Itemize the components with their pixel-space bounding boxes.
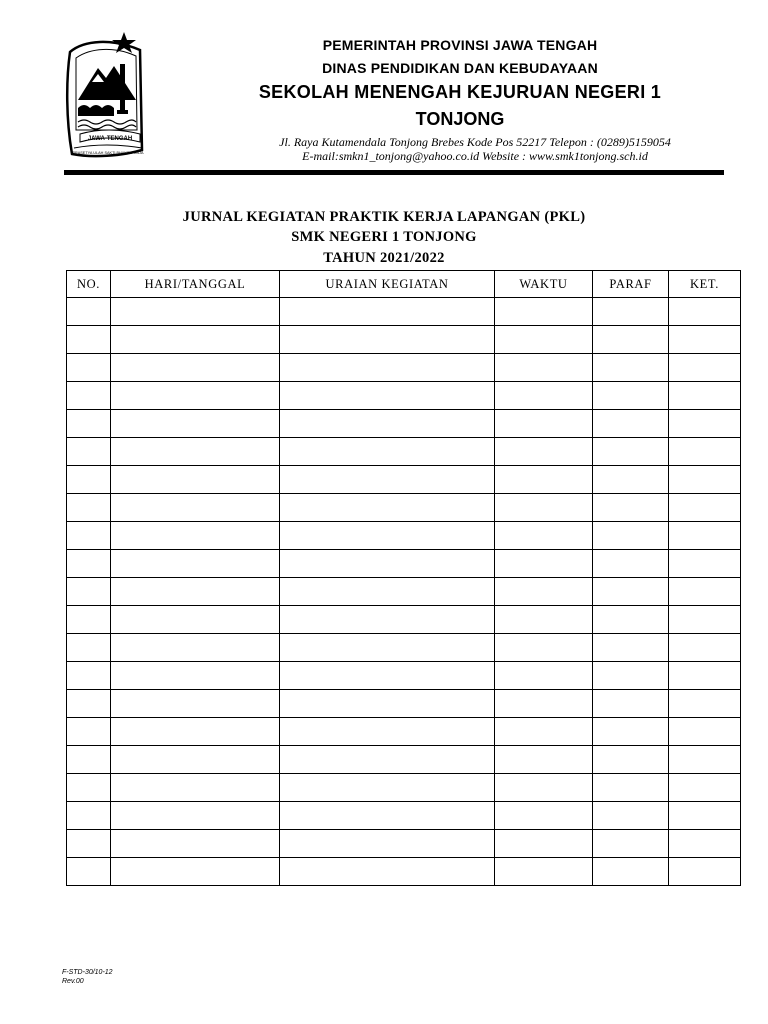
table-cell[interactable] [593, 662, 669, 690]
table-cell[interactable] [593, 410, 669, 438]
table-cell[interactable] [669, 326, 741, 354]
table-cell[interactable] [495, 550, 593, 578]
table-cell[interactable] [495, 410, 593, 438]
table-cell[interactable] [67, 690, 111, 718]
table-cell[interactable] [593, 522, 669, 550]
table-cell[interactable] [495, 326, 593, 354]
form-revision: Rev.00 [62, 978, 84, 985]
table-cell[interactable] [495, 690, 593, 718]
table-row [67, 494, 741, 522]
table-cell[interactable] [111, 382, 280, 410]
table-cell[interactable] [669, 550, 741, 578]
table-cell[interactable] [67, 830, 111, 858]
table-cell[interactable] [280, 774, 495, 802]
table-row [67, 690, 741, 718]
table-cell[interactable] [67, 298, 111, 326]
table-cell[interactable] [67, 326, 111, 354]
table-cell[interactable] [593, 690, 669, 718]
table-cell[interactable] [495, 578, 593, 606]
table-cell[interactable] [495, 438, 593, 466]
table-cell[interactable] [669, 522, 741, 550]
table-cell[interactable] [495, 466, 593, 494]
table-cell[interactable] [669, 802, 741, 830]
column-header-activity: URAIAN KEGIATAN [280, 271, 495, 298]
table-row [67, 466, 741, 494]
table-cell[interactable] [280, 718, 495, 746]
header-divider [64, 170, 724, 175]
table-cell[interactable] [280, 494, 495, 522]
column-header-time: WAKTU [495, 271, 593, 298]
table-cell[interactable] [593, 746, 669, 774]
table-cell[interactable] [67, 802, 111, 830]
table-row [67, 774, 741, 802]
table-row [67, 858, 741, 886]
table-cell[interactable] [280, 438, 495, 466]
table-cell[interactable] [495, 718, 593, 746]
column-header-date: HARI/TANGGAL [111, 271, 280, 298]
table-cell[interactable] [593, 354, 669, 382]
table-cell[interactable] [111, 606, 280, 634]
table-row [67, 522, 741, 550]
table-row [67, 326, 741, 354]
table-cell[interactable] [111, 662, 280, 690]
table-cell[interactable] [67, 634, 111, 662]
table-cell[interactable] [67, 522, 111, 550]
table-cell[interactable] [593, 830, 669, 858]
table-cell[interactable] [593, 774, 669, 802]
table-cell[interactable] [67, 466, 111, 494]
table-cell[interactable] [111, 830, 280, 858]
table-row [67, 550, 741, 578]
journal-table-body [67, 298, 741, 886]
table-cell[interactable] [280, 326, 495, 354]
header-city: TONJONG [415, 109, 505, 129]
table-cell[interactable] [111, 858, 280, 886]
table-cell[interactable] [669, 606, 741, 634]
header-address: Jl. Raya Kutamendala Tonjong Brebes Kode Pos 52217 Telepon : (0289)5159054 [279, 135, 671, 149]
table-row [67, 438, 741, 466]
table-cell[interactable] [111, 494, 280, 522]
table-cell[interactable] [280, 746, 495, 774]
table-cell[interactable] [280, 606, 495, 634]
table-cell[interactable] [495, 522, 593, 550]
table-cell[interactable] [669, 354, 741, 382]
table-cell[interactable] [111, 690, 280, 718]
table-cell[interactable] [111, 746, 280, 774]
table-cell[interactable] [67, 718, 111, 746]
table-cell[interactable] [669, 466, 741, 494]
table-row [67, 606, 741, 634]
table-cell[interactable] [111, 578, 280, 606]
table-cell[interactable] [67, 606, 111, 634]
table-cell[interactable] [67, 438, 111, 466]
table-cell[interactable] [280, 550, 495, 578]
table-cell[interactable] [495, 382, 593, 410]
jawa-tengah-emblem-icon [62, 30, 146, 164]
table-cell[interactable] [111, 326, 280, 354]
table-cell[interactable] [280, 298, 495, 326]
form-code-block [62, 968, 113, 986]
header-department-line: DINAS PENDIDIKAN DAN KEBUDAYAAN [322, 60, 598, 76]
table-cell[interactable] [593, 494, 669, 522]
table-cell[interactable] [111, 354, 280, 382]
table-cell[interactable] [669, 830, 741, 858]
table-cell[interactable] [280, 634, 495, 662]
table-cell[interactable] [593, 802, 669, 830]
table-header-row [67, 271, 741, 298]
table-cell[interactable] [280, 466, 495, 494]
table-row [67, 718, 741, 746]
table-row [67, 830, 741, 858]
table-cell[interactable] [67, 858, 111, 886]
table-cell[interactable] [593, 858, 669, 886]
table-cell[interactable] [67, 774, 111, 802]
table-row [67, 634, 741, 662]
table-cell[interactable] [593, 634, 669, 662]
table-cell[interactable] [280, 802, 495, 830]
table-cell[interactable] [111, 466, 280, 494]
table-cell[interactable] [67, 410, 111, 438]
form-code: F-STD-30/10-12 [62, 969, 113, 976]
column-header-notes: KET. [669, 271, 741, 298]
journal-table [66, 270, 741, 886]
table-cell[interactable] [669, 858, 741, 886]
table-cell[interactable] [111, 522, 280, 550]
table-row [67, 382, 741, 410]
table-row [67, 578, 741, 606]
table-cell[interactable] [111, 802, 280, 830]
table-cell[interactable] [280, 830, 495, 858]
logo-motto-text: PRASETYA ULAH SAKTI BHAKTI PRAJA [72, 151, 144, 155]
table-cell[interactable] [593, 718, 669, 746]
table-cell[interactable] [495, 298, 593, 326]
header-contact: E-mail:smkn1_tonjong@yahoo.co.id Website : www.smk1tonjong.sch.id [302, 149, 648, 163]
table-row [67, 662, 741, 690]
table-cell[interactable] [280, 858, 495, 886]
table-cell[interactable] [495, 746, 593, 774]
table-cell[interactable] [495, 802, 593, 830]
table-cell[interactable] [111, 410, 280, 438]
table-cell[interactable] [495, 606, 593, 634]
column-header-signature: PARAF [593, 271, 669, 298]
table-cell[interactable] [495, 830, 593, 858]
table-cell[interactable] [669, 746, 741, 774]
journal-title: JURNAL KEGIATAN PRAKTIK KERJA LAPANGAN (PKL) [182, 209, 586, 225]
table-cell[interactable] [67, 746, 111, 774]
table-cell[interactable] [495, 494, 593, 522]
table-row [67, 298, 741, 326]
table-cell[interactable] [669, 662, 741, 690]
table-row [67, 354, 741, 382]
table-cell[interactable] [669, 494, 741, 522]
table-cell[interactable] [67, 550, 111, 578]
table-cell[interactable] [280, 690, 495, 718]
logo-banner-text: JAWA-TENGAH [87, 136, 133, 142]
table-cell[interactable] [280, 578, 495, 606]
journal-subtitle-year: TAHUN 2021/2022 [323, 250, 445, 266]
table-cell[interactable] [669, 298, 741, 326]
table-cell[interactable] [669, 410, 741, 438]
table-row [67, 746, 741, 774]
table-cell[interactable] [593, 438, 669, 466]
table-cell[interactable] [280, 354, 495, 382]
table-cell[interactable] [67, 494, 111, 522]
table-cell[interactable] [280, 662, 495, 690]
table-row [67, 410, 741, 438]
table-cell[interactable] [111, 634, 280, 662]
table-cell[interactable] [669, 438, 741, 466]
table-cell[interactable] [111, 550, 280, 578]
table-cell[interactable] [67, 578, 111, 606]
table-cell[interactable] [280, 382, 495, 410]
table-cell[interactable] [669, 382, 741, 410]
table-cell[interactable] [669, 690, 741, 718]
table-cell[interactable] [669, 774, 741, 802]
table-cell[interactable] [111, 438, 280, 466]
table-cell[interactable] [593, 550, 669, 578]
table-cell[interactable] [593, 326, 669, 354]
table-cell[interactable] [669, 578, 741, 606]
table-cell[interactable] [67, 662, 111, 690]
table-cell[interactable] [593, 382, 669, 410]
table-cell[interactable] [495, 662, 593, 690]
table-cell[interactable] [495, 634, 593, 662]
table-cell[interactable] [111, 718, 280, 746]
table-cell[interactable] [67, 382, 111, 410]
table-cell[interactable] [111, 774, 280, 802]
table-cell[interactable] [669, 634, 741, 662]
table-cell[interactable] [593, 578, 669, 606]
table-cell[interactable] [669, 718, 741, 746]
table-cell[interactable] [67, 354, 111, 382]
table-cell[interactable] [111, 298, 280, 326]
journal-subtitle-school: SMK NEGERI 1 TONJONG [291, 229, 477, 245]
table-cell[interactable] [593, 606, 669, 634]
table-row [67, 802, 741, 830]
table-cell[interactable] [495, 774, 593, 802]
table-cell[interactable] [495, 858, 593, 886]
table-cell[interactable] [280, 410, 495, 438]
header-school-name: SEKOLAH MENENGAH KEJURUAN NEGERI 1 [258, 82, 662, 102]
table-cell[interactable] [280, 522, 495, 550]
table-cell[interactable] [593, 298, 669, 326]
column-header-no: NO. [67, 271, 111, 298]
table-cell[interactable] [593, 466, 669, 494]
table-cell[interactable] [495, 354, 593, 382]
header-government-line: PEMERINTAH PROVINSI JAWA TENGAH [322, 37, 598, 53]
